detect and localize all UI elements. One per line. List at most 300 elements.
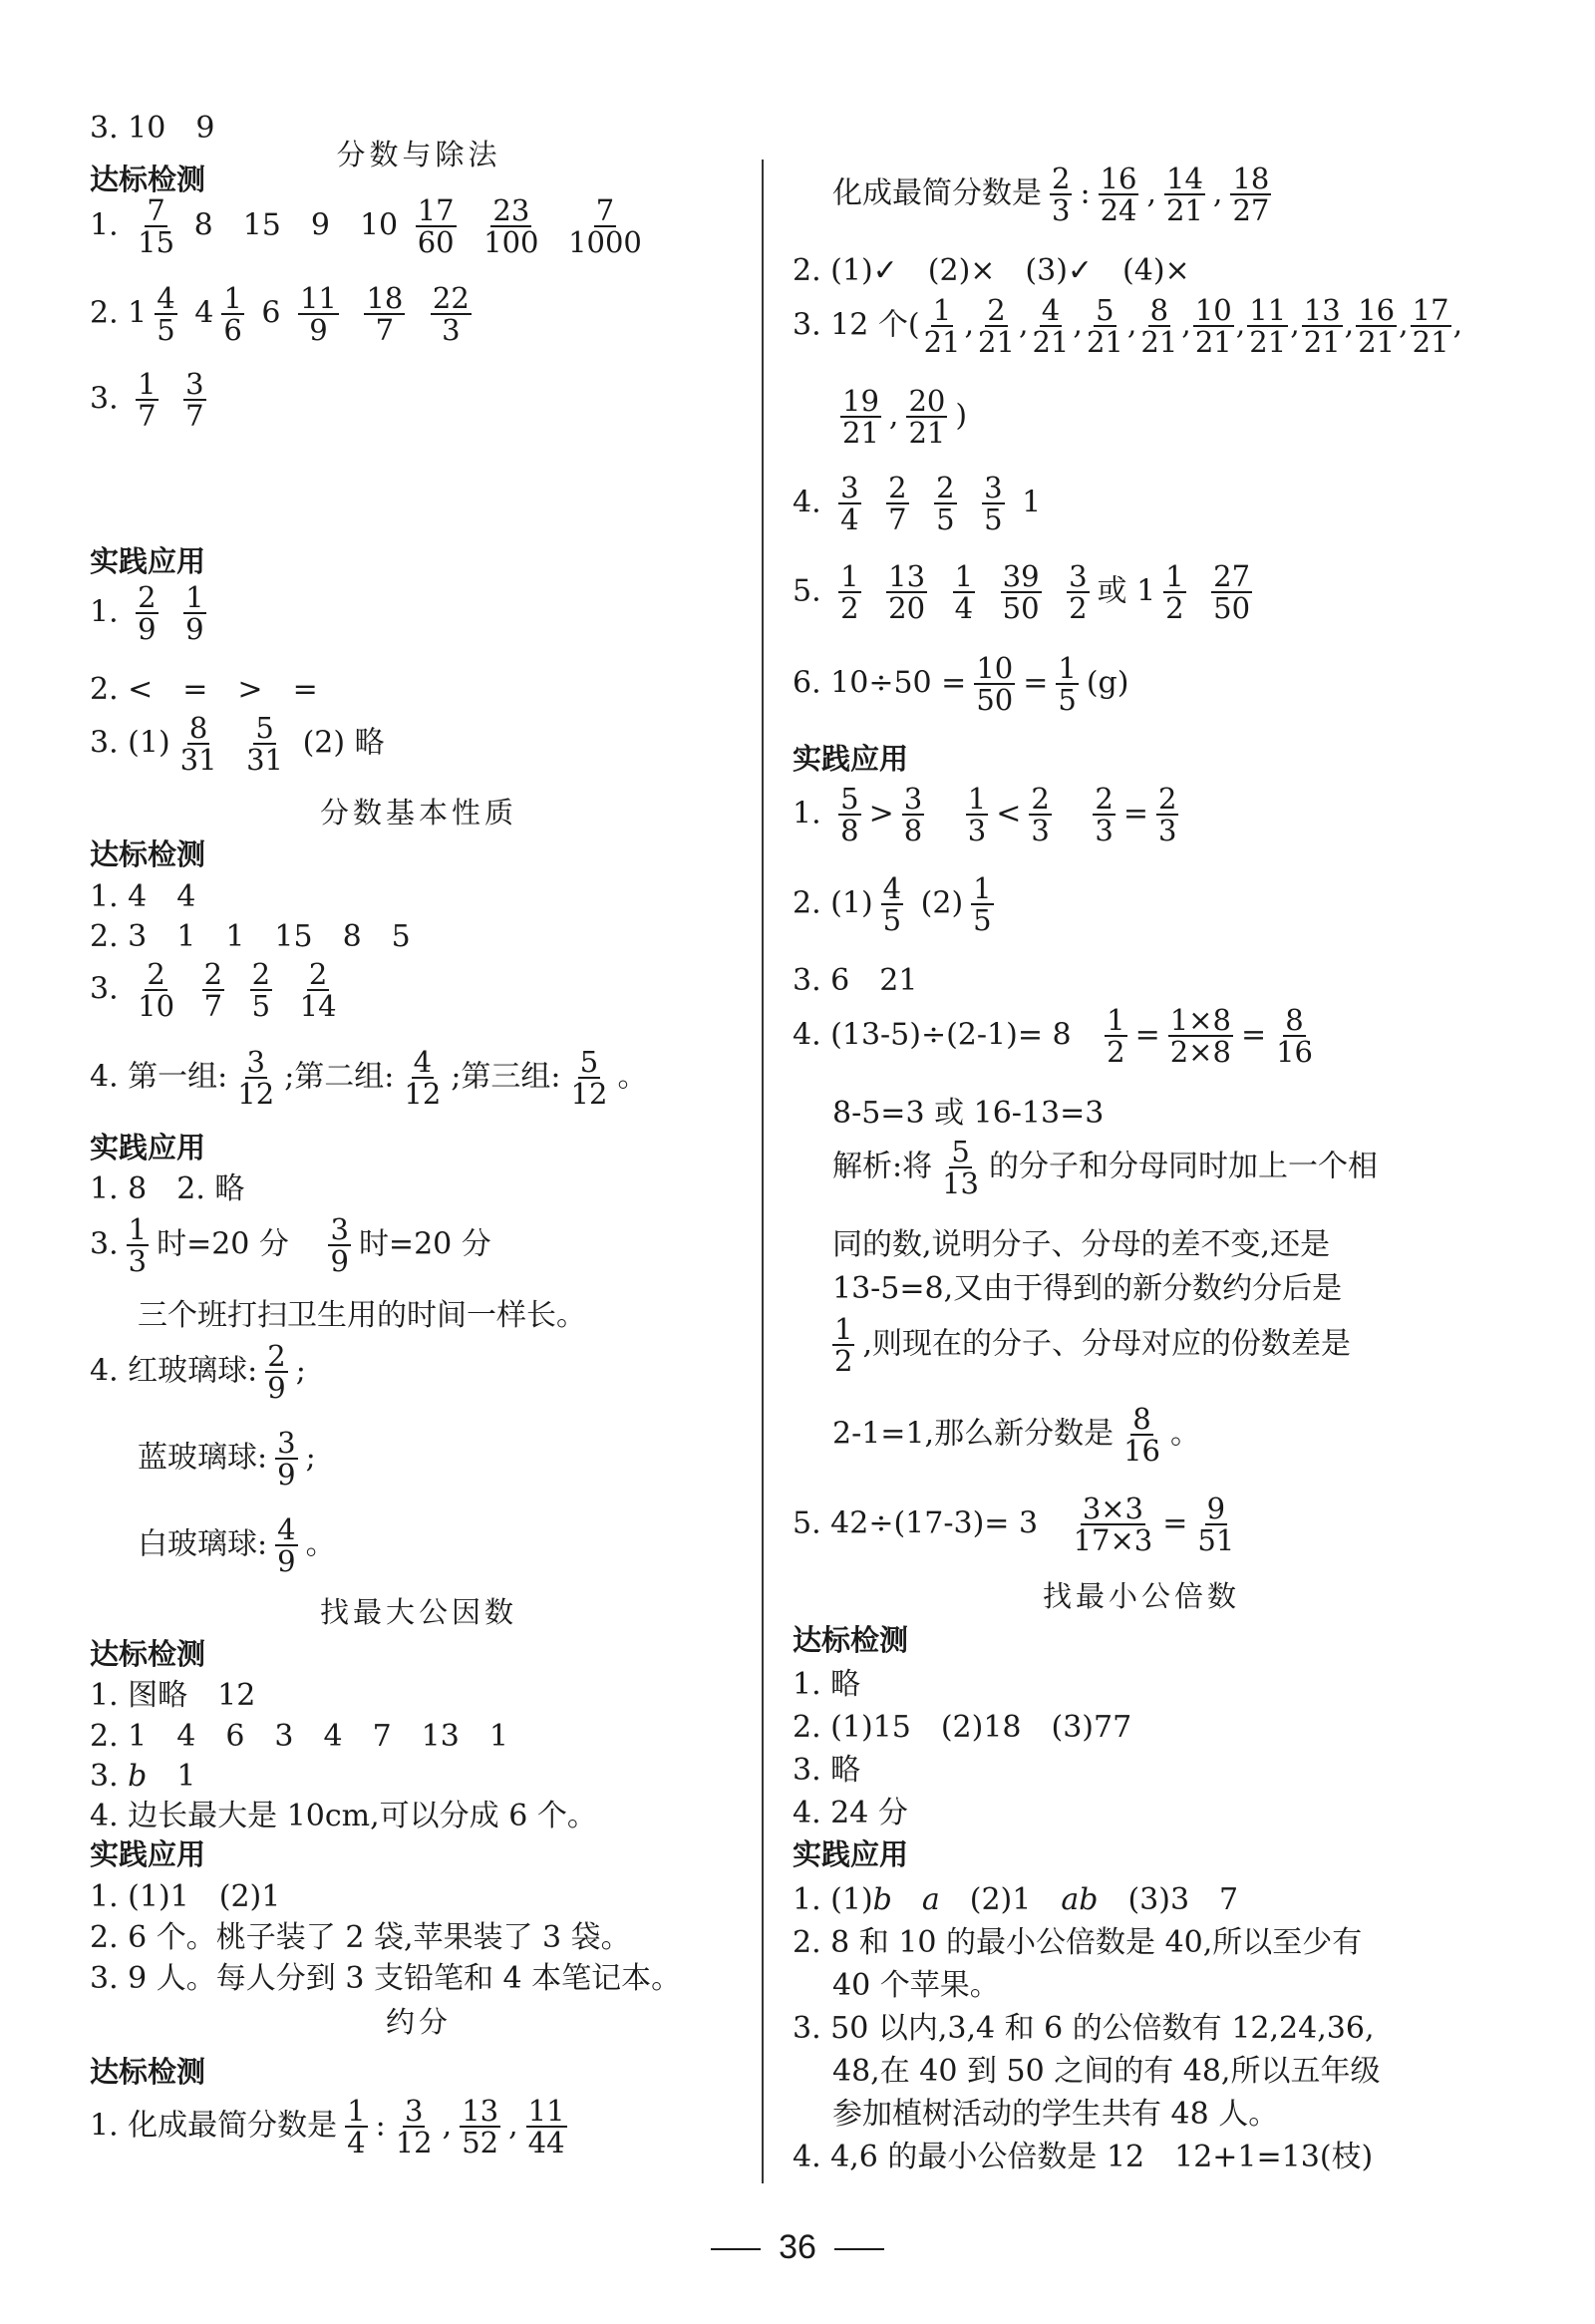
answer-text: 4. 红玻璃球: — [90, 1353, 258, 1389]
denominator: 31 — [179, 743, 217, 778]
fraction-list — [920, 293, 1463, 360]
fraction — [1302, 295, 1343, 358]
answer-text: 4. 第一组: — [90, 1059, 228, 1095]
fraction — [569, 1047, 610, 1110]
fraction — [1050, 164, 1072, 226]
denominator: 5 — [882, 903, 902, 938]
item-number: 3. — [90, 1759, 119, 1794]
punctuation: , — [1146, 175, 1157, 211]
answer-line — [832, 1137, 1378, 1199]
fraction — [136, 959, 176, 1022]
numerator: 2 — [138, 580, 157, 614]
punctuation: : — [1080, 175, 1091, 211]
numerator: 2 — [1157, 782, 1177, 816]
fraction — [976, 295, 1017, 358]
denominator: 13 — [942, 1166, 980, 1201]
answer-text: 时=20 分 — [157, 1226, 289, 1262]
answer-line: 1. 4 4 — [90, 879, 196, 914]
numerator: 2 — [936, 471, 955, 504]
denominator: 2 — [840, 591, 859, 626]
denominator: 50 — [1002, 591, 1040, 626]
answer-text: 的分子和分母同时加上一个相 — [989, 1149, 1379, 1184]
column-divider — [762, 160, 764, 2183]
punctuation: , — [1344, 307, 1355, 343]
subsection-label: 实践应用 — [793, 742, 909, 776]
item-number: 3. — [90, 971, 119, 1007]
answer-text: 1 — [1022, 485, 1042, 520]
numerator: 3 — [903, 782, 923, 816]
answer-line: 2. (1)15 (2)18 (3)77 — [793, 1710, 1132, 1745]
denominator: 14 — [299, 989, 337, 1024]
fraction — [136, 369, 158, 432]
denominator: 21 — [923, 325, 961, 360]
numerator: 5 — [1096, 293, 1115, 327]
denominator: 100 — [483, 225, 539, 260]
answer-line — [832, 164, 1279, 226]
denominator: 2 — [1107, 1035, 1125, 1070]
fraction — [1138, 295, 1179, 358]
numerator: 2 — [1031, 782, 1050, 816]
numerator: 18 — [366, 281, 404, 315]
fraction — [136, 195, 176, 258]
denominator: 3 — [1052, 193, 1071, 228]
answer-text: ; — [295, 1353, 306, 1389]
denominator: 3 — [1157, 814, 1177, 848]
answer-line: 40 个苹果。 — [832, 1968, 1000, 2003]
numerator: 2 — [987, 293, 1006, 327]
punctuation: , — [1073, 307, 1083, 343]
fraction — [1274, 1005, 1315, 1068]
answer-line — [90, 582, 214, 645]
comparison-sign: < — [996, 796, 1022, 831]
answer-text: (2) 略 — [302, 725, 385, 761]
fraction — [183, 582, 205, 645]
answer-line: 2. (1)✓ (2)× (3)✓ (4)× — [793, 253, 1190, 288]
denominator: 50 — [1213, 591, 1251, 626]
denominator: 4 — [347, 2126, 366, 2160]
answer-line: 2. < = > = — [90, 672, 318, 707]
denominator: 12 — [237, 1077, 275, 1112]
comparison-sign: > — [868, 796, 894, 831]
fraction — [265, 1341, 287, 1404]
denominator: 7 — [185, 399, 204, 434]
numerator: 7 — [147, 193, 165, 227]
answer-line: 48,在 40 到 50 之间的有 48,所以五年级 — [832, 2054, 1381, 2089]
fraction — [364, 283, 405, 346]
item-number: 3. — [90, 381, 119, 417]
numerator: 13 — [888, 559, 926, 593]
answer-text: 6. 10÷50 = — [793, 665, 967, 701]
answer-line — [832, 1314, 1351, 1377]
answer-line — [90, 283, 479, 346]
answer-text: ;第三组: — [451, 1059, 561, 1095]
punctuation: , — [1126, 307, 1137, 343]
fraction — [328, 1214, 350, 1277]
fraction — [886, 473, 908, 535]
punctuation: , — [1181, 307, 1191, 343]
denominator: 16 — [1276, 1035, 1313, 1070]
subsection-label: 实践应用 — [90, 1837, 206, 1871]
numerator: 5 — [255, 711, 274, 745]
numerator: 2 — [267, 1339, 286, 1373]
fraction — [902, 784, 924, 846]
numerator: 3 — [840, 471, 859, 504]
fraction — [1168, 1005, 1233, 1068]
denominator: 21 — [1140, 325, 1178, 360]
punctuation: , — [1290, 307, 1300, 343]
punctuation: , — [1212, 175, 1223, 211]
answer-text: 化成最简分数是 — [832, 175, 1042, 211]
fraction — [832, 1314, 854, 1377]
numerator: 18 — [1232, 162, 1270, 195]
punctuation: , — [1018, 307, 1029, 343]
denominator: 7 — [138, 399, 157, 434]
denominator: 5 — [1058, 683, 1077, 718]
answer-line — [138, 1428, 316, 1491]
denominator: 9 — [138, 612, 157, 647]
subsection-label: 达标检测 — [90, 1637, 206, 1671]
right-column — [793, 0, 1490, 2324]
answer-line: 4. 4,6 的最小公倍数是 12 12+1=13(枝) — [793, 2140, 1374, 2174]
answer-line — [90, 2096, 575, 2158]
answer-text: 。 — [617, 1059, 648, 1095]
fraction — [566, 195, 644, 258]
denominator: 4 — [954, 591, 974, 626]
punctuation: = — [1162, 1505, 1188, 1541]
item-number: 3. (1) — [90, 725, 170, 761]
answer-line — [793, 1883, 1238, 1916]
fraction — [244, 713, 285, 776]
numerator: 1 — [138, 367, 157, 401]
answer-text: ; — [305, 1440, 316, 1476]
item-number: 5. — [793, 573, 821, 609]
fraction — [982, 473, 1004, 535]
answer-text: 8 15 9 10 — [193, 207, 399, 243]
answer-line: 同的数,说明分子、分母的差不变,还是 — [832, 1227, 1331, 1262]
numerator: 11 — [1249, 293, 1287, 327]
fraction — [1029, 784, 1051, 846]
numerator: 1 — [223, 281, 242, 315]
fraction — [136, 582, 158, 645]
answer-line — [793, 873, 1002, 936]
answer-text: 4 — [194, 295, 214, 331]
fraction — [1085, 295, 1125, 358]
denominator: 50 — [976, 683, 1014, 718]
denominator: 27 — [1232, 193, 1270, 228]
answer-line: 13-5=8,又由于得到的新分数约分后是 — [832, 1271, 1343, 1306]
denominator: 24 — [1100, 193, 1137, 228]
fraction — [1099, 164, 1139, 226]
numerator: 17 — [417, 193, 455, 227]
fraction — [1211, 561, 1252, 624]
numerator: 8 — [1285, 1003, 1304, 1037]
numerator: 11 — [299, 281, 337, 315]
denominator: 12 — [570, 1077, 608, 1112]
denominator: 44 — [527, 2126, 565, 2160]
fraction — [416, 195, 457, 258]
punctuation: , — [964, 307, 975, 343]
numerator: 1 — [1058, 651, 1077, 685]
denominator: 2 — [1069, 591, 1088, 626]
denominator: 20 — [888, 591, 926, 626]
denominator: 21 — [978, 325, 1015, 360]
section-heading: 分数基本性质 — [319, 796, 517, 830]
fraction — [1193, 295, 1234, 358]
denominator: 5 — [984, 502, 1003, 537]
item-number: 1. — [90, 594, 119, 630]
answer-line — [793, 295, 1462, 358]
fraction — [1163, 561, 1185, 624]
numerator: 4 — [413, 1045, 433, 1079]
denominator: 51 — [1197, 1523, 1235, 1558]
fraction — [1195, 1494, 1236, 1556]
fraction — [840, 386, 881, 449]
answer-text: 1. 化成最简分数是 — [90, 2108, 338, 2144]
answer-line: 3. 50 以内,3,4 和 6 的公倍数有 12,24,36, — [793, 2011, 1375, 2046]
numerator: 2 — [203, 957, 223, 991]
numerator: 10 — [976, 651, 1014, 685]
numerator: 1 — [840, 559, 859, 593]
fraction — [881, 873, 903, 936]
denominator: 21 — [842, 416, 879, 451]
fraction — [221, 283, 243, 346]
answer-line — [793, 1494, 1244, 1556]
fraction — [971, 873, 993, 936]
denominator: 5 — [973, 903, 992, 938]
answer-line: 8-5=3 或 16-13=3 — [832, 1096, 1105, 1131]
denominator: 60 — [417, 225, 455, 260]
numerator: 3 — [246, 1045, 265, 1079]
denominator: 7 — [888, 502, 907, 537]
section-heading: 找最大公因数 — [319, 1595, 517, 1629]
answer-text: (2)1 — [969, 1882, 1032, 1917]
answer-line: 1. 略 — [793, 1667, 861, 1702]
denominator: 10 — [138, 989, 175, 1024]
answer-line — [793, 561, 1260, 624]
answer-text: 4. (13-5)÷(2-1)= 8 — [793, 1017, 1072, 1053]
fraction — [155, 283, 176, 346]
section-heading: 分数与除法 — [336, 138, 501, 171]
subsection-label: 达标检测 — [90, 837, 206, 871]
fraction — [838, 561, 860, 624]
comparison-sign: = — [1122, 796, 1148, 831]
answer-line — [793, 473, 1041, 535]
denominator: 1000 — [568, 225, 642, 260]
fraction — [402, 1047, 443, 1110]
numerator: 1 — [185, 580, 204, 614]
numerator: 27 — [1213, 559, 1251, 593]
fraction — [481, 195, 540, 258]
denominator: 9 — [277, 1458, 296, 1493]
item-number: 3. — [90, 1226, 119, 1262]
denominator: 3 — [1031, 814, 1050, 848]
fraction — [1156, 784, 1178, 846]
subsection-label: 实践应用 — [90, 544, 206, 578]
fraction — [1356, 295, 1397, 358]
numerator: 16 — [1358, 293, 1396, 327]
denominator: 21 — [1412, 325, 1449, 360]
answer-text: (g) — [1086, 665, 1129, 701]
numerator: 23 — [492, 193, 530, 227]
subsection-label: 实践应用 — [90, 1131, 206, 1164]
denominator: 8 — [840, 814, 859, 848]
fraction — [966, 784, 988, 846]
punctuation: = — [1240, 1017, 1267, 1053]
fraction — [974, 653, 1015, 716]
numerator: 14 — [1166, 162, 1203, 195]
numerator: 22 — [432, 281, 470, 315]
fraction — [178, 713, 219, 776]
numerator: 20 — [908, 384, 946, 418]
answer-line — [90, 195, 652, 258]
numerator: 5 — [579, 1045, 599, 1079]
denominator: 3 — [1095, 814, 1114, 848]
answer-text: (3)3 7 — [1127, 1882, 1239, 1917]
punctuation: , — [442, 2108, 453, 2144]
punctuation: : — [375, 2108, 386, 2144]
answer-line — [138, 1514, 336, 1577]
numerator: 2 — [308, 957, 328, 991]
answer-line: 三个班打扫卫生用的时间一样长。 — [138, 1298, 586, 1333]
answer-line: 4. 边长最大是 10cm,可以分成 6 个。 — [90, 1799, 597, 1833]
section-heading: 找最小公倍数 — [1042, 1579, 1240, 1613]
answer-text: ab — [1061, 1882, 1099, 1917]
answer-line — [832, 386, 967, 449]
numerator: 13 — [462, 2094, 499, 2128]
numerator: 13 — [1303, 293, 1341, 327]
numerator: 17 — [1412, 293, 1449, 327]
answer-text: ;第二组: — [284, 1059, 395, 1095]
answer-text: 时=20 分 — [358, 1226, 491, 1262]
numerator: 4 — [1041, 293, 1061, 327]
answer-text: a — [921, 1882, 940, 1917]
numerator: 1 — [834, 1312, 853, 1346]
fraction — [460, 2096, 500, 2158]
fraction — [1056, 653, 1078, 716]
answer-line: 2. 8 和 10 的最小公倍数是 40,所以至少有 — [793, 1925, 1363, 1960]
answer-line — [90, 959, 347, 1022]
answer-line — [793, 653, 1128, 716]
subsection-label: 达标检测 — [793, 1623, 909, 1657]
answer-line: 3. 略 — [793, 1753, 861, 1788]
fraction — [275, 1514, 297, 1577]
denominator: 2 — [1165, 591, 1184, 626]
punctuation: , — [508, 2108, 518, 2144]
numerator: 2 — [1095, 782, 1114, 816]
answer-text: (2) — [920, 885, 964, 921]
denominator: 6 — [223, 313, 242, 348]
subsection-label: 达标检测 — [90, 2055, 206, 2089]
answer-line: 1. 图略 12 — [90, 1678, 256, 1713]
numerator: 1 — [1165, 559, 1184, 593]
denominator: 2×8 — [1169, 1035, 1231, 1070]
subsection-label: 达标检测 — [90, 163, 206, 196]
answer-line: 3. 9 人。每人分到 3 支铅笔和 4 本笔记本。 — [90, 1961, 682, 1996]
denominator: 5 — [251, 989, 271, 1024]
denominator: 52 — [462, 2126, 499, 2160]
denominator: 15 — [138, 225, 175, 260]
answer-line — [90, 1214, 491, 1277]
item-number: 1. — [793, 796, 821, 831]
numerator: 1×8 — [1169, 1003, 1231, 1037]
answer-text: 1. (1) — [793, 1882, 873, 1917]
numerator: 1 — [967, 782, 987, 816]
denominator: 7 — [203, 989, 223, 1024]
answer-text: 。 — [305, 1526, 336, 1562]
denominator: 21 — [1303, 325, 1341, 360]
fraction — [940, 1137, 981, 1199]
denominator: 21 — [1358, 325, 1396, 360]
numerator: 3 — [277, 1426, 296, 1460]
answer-line: 2. 3 1 1 15 8 5 — [90, 919, 411, 954]
numerator: 4 — [157, 281, 175, 315]
answer-line — [90, 1760, 195, 1793]
answer-text: 白玻璃球: — [138, 1526, 268, 1562]
item-number: 4. — [793, 485, 821, 520]
punctuation: 。 — [1169, 1416, 1200, 1452]
answer-text: 3. 12 个( — [793, 307, 920, 343]
fraction — [1105, 1005, 1126, 1068]
fraction — [235, 1047, 276, 1110]
denominator: 12 — [404, 1077, 442, 1112]
numerator: 8 — [1132, 1402, 1151, 1436]
left-column — [90, 0, 748, 2324]
fraction — [934, 473, 956, 535]
page-number — [0, 2228, 1595, 2267]
denominator: 21 — [1166, 193, 1203, 228]
numerator: 1 — [347, 2094, 366, 2128]
fraction — [953, 561, 975, 624]
numerator: 10 — [1194, 293, 1232, 327]
answer-line: 1. 8 2. 略 — [90, 1171, 245, 1206]
fraction — [838, 784, 860, 846]
section-heading: 约分 — [385, 2005, 452, 2039]
numerator: 2 — [1052, 162, 1071, 195]
numerator: 7 — [595, 193, 615, 227]
answer-text: b — [128, 1759, 148, 1794]
numerator: 3 — [984, 471, 1003, 504]
numerator: 4 — [882, 871, 902, 905]
punctuation: ) — [955, 398, 968, 434]
numerator: 1 — [128, 1212, 148, 1246]
numerator: 1 — [954, 559, 974, 593]
denominator: 17×3 — [1073, 1523, 1153, 1558]
numerator: 2 — [888, 471, 907, 504]
fraction — [526, 2096, 567, 2158]
answer-line — [793, 1005, 1323, 1068]
fraction — [1230, 164, 1271, 226]
denominator: 3 — [967, 814, 987, 848]
denominator: 4 — [840, 502, 859, 537]
answer-line — [90, 1341, 306, 1404]
denominator: 3 — [128, 1244, 148, 1279]
numerator: 2 — [251, 957, 271, 991]
numerator: 1 — [932, 293, 952, 327]
numerator: 16 — [1100, 162, 1137, 195]
numerator: 3 — [404, 2094, 424, 2128]
denominator: 21 — [1032, 325, 1070, 360]
fraction — [906, 386, 947, 449]
numerator: 39 — [1002, 559, 1040, 593]
punctuation: , — [1452, 307, 1463, 343]
denominator: 8 — [903, 814, 923, 848]
numerator: 9 — [1206, 1492, 1226, 1525]
answer-text: 5. 42÷(17-3)= 3 — [793, 1505, 1039, 1541]
punctuation: , — [888, 398, 899, 434]
fraction — [1121, 1404, 1162, 1467]
fraction — [183, 369, 205, 432]
answer-text: 解析:将 — [832, 1149, 933, 1184]
